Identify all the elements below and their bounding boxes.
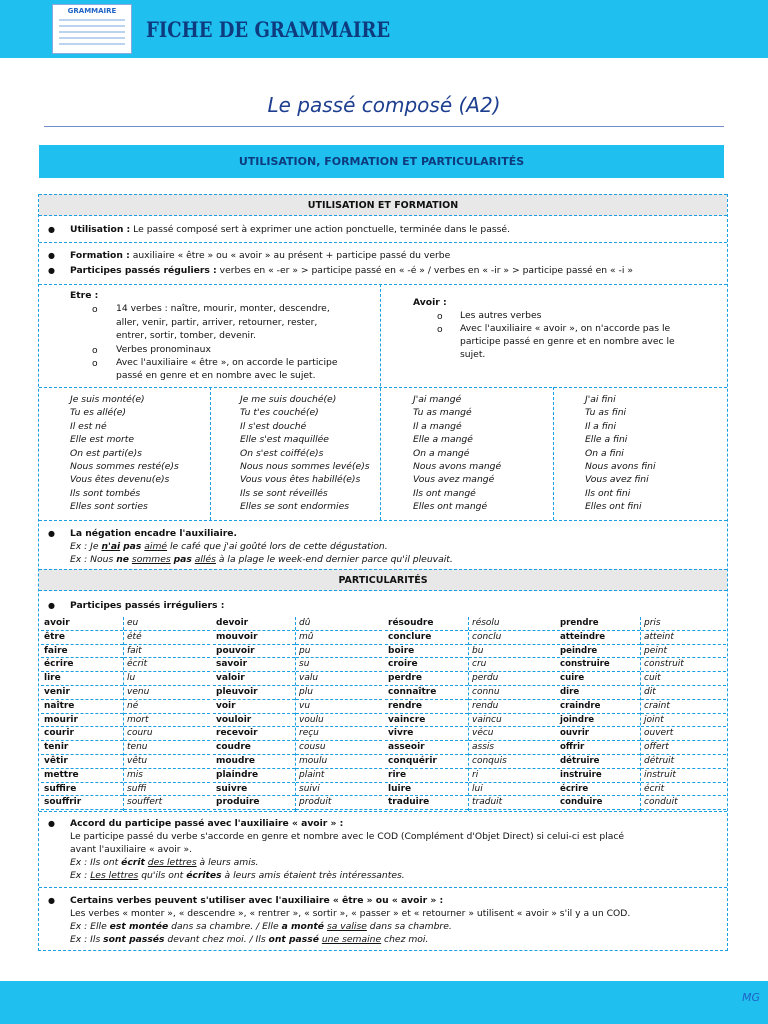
formation-text: auxiliaire « être » ou « avoir » au présent + participe passé du verbe bbox=[129, 250, 451, 261]
participle-cell: pu bbox=[296, 645, 382, 659]
conjugation-line: Ils ont fini bbox=[585, 487, 631, 499]
infinitive-cell: boire bbox=[385, 645, 468, 659]
participle-cell: conduit bbox=[641, 796, 726, 810]
avoir-heading: Avoir : bbox=[413, 297, 447, 308]
infinitive-column bbox=[213, 617, 295, 810]
participle-cell: valu bbox=[296, 672, 382, 686]
conjugation-line: Tu t'es couché(e) bbox=[240, 407, 319, 419]
etre-item: aller, venir, partir, arriver, retourner, rester, bbox=[116, 317, 318, 328]
conjugation-line: Elle s'est maquillée bbox=[240, 434, 329, 446]
conjugation-line: Elles ont fini bbox=[585, 501, 642, 513]
infinitive-cell: rire bbox=[385, 769, 468, 783]
infinitive-cell: offrir bbox=[557, 741, 640, 755]
conjugation-line: Elle a fini bbox=[585, 434, 628, 446]
infinitive-cell: vouloir bbox=[213, 714, 295, 728]
divider bbox=[39, 387, 727, 388]
section-heading-particularites: PARTICULARITÉS bbox=[39, 569, 727, 591]
accord-title: Accord du participe passé avec l'auxiliaire « avoir » : bbox=[70, 818, 344, 829]
text-part: est montée bbox=[109, 921, 169, 932]
irreguliers-label: Participes passés irréguliers : bbox=[70, 600, 225, 611]
participle-cell: été bbox=[124, 631, 210, 645]
text-part: le café que j'ai goûté lors de cette dégustation. bbox=[167, 541, 388, 552]
infinitive-cell: perdre bbox=[385, 672, 468, 686]
bullet-icon: ● bbox=[48, 225, 55, 234]
participle-cell: mort bbox=[124, 714, 210, 728]
reguliers-label: Participes passés réguliers : bbox=[70, 265, 217, 276]
conjugation-line: Nous nous sommes levé(e)s bbox=[240, 461, 370, 473]
infinitive-cell: mourir bbox=[41, 714, 123, 728]
participle-cell: pris bbox=[641, 617, 726, 631]
infinitive-cell: recevoir bbox=[213, 727, 295, 741]
divider bbox=[39, 887, 727, 888]
participle-cell: mis bbox=[124, 769, 210, 783]
infinitive-column bbox=[557, 617, 640, 810]
logo-line bbox=[59, 19, 125, 21]
participle-cell: résolu bbox=[469, 617, 555, 631]
logo-line bbox=[59, 31, 125, 33]
infinitive-cell: devoir bbox=[213, 617, 295, 631]
infinitive-cell: produire bbox=[213, 796, 295, 810]
text-part: sa valise bbox=[326, 921, 367, 932]
footer-bar bbox=[0, 981, 768, 1024]
both-text: Les verbes « monter », « descendre », « rentrer », « sortir », « passer » et « retourner » utilisent « avoir » s'il y a un COD. bbox=[70, 908, 631, 919]
section-band-title: UTILISATION, FORMATION ET PARTICULARITÉS bbox=[39, 145, 724, 178]
text-part: pas bbox=[123, 541, 142, 552]
conjugation-line: Elles sont sorties bbox=[70, 501, 148, 513]
participle-cell: eu bbox=[124, 617, 210, 631]
infinitive-cell: pleuvoir bbox=[213, 686, 295, 700]
participle-cell: conclu bbox=[469, 631, 555, 645]
participle-cell: construit bbox=[641, 658, 726, 672]
participle-cell: rendu bbox=[469, 700, 555, 714]
infinitive-cell: coudre bbox=[213, 741, 295, 755]
participle-cell: traduit bbox=[469, 796, 555, 810]
text-part: ne bbox=[116, 554, 129, 565]
participle-cell: écrit bbox=[641, 783, 726, 797]
infinitive-cell: instruire bbox=[557, 769, 640, 783]
circle-bullet-icon: o bbox=[92, 358, 98, 369]
both-example bbox=[70, 934, 428, 946]
infinitive-cell: vaincre bbox=[385, 714, 468, 728]
participle-cell: voulu bbox=[296, 714, 382, 728]
bullet-icon: ● bbox=[48, 601, 55, 610]
infinitive-cell: voir bbox=[213, 700, 295, 714]
avoir-item: Avec l'auxiliaire « avoir », on n'accorde pas le bbox=[460, 323, 671, 334]
participle-cell: écrit bbox=[124, 658, 210, 672]
avoir-item: Les autres verbes bbox=[460, 310, 542, 321]
conjugation-column bbox=[413, 393, 501, 514]
text-part: ont passé bbox=[268, 934, 319, 945]
etre-item: entrer, sortir, tomber, devenir. bbox=[116, 330, 256, 341]
participle-cell: vu bbox=[296, 700, 382, 714]
infinitive-column bbox=[385, 617, 468, 810]
text-part: devant chez moi. / Ils bbox=[164, 934, 269, 945]
participle-cell: assis bbox=[469, 741, 555, 755]
participle-cell: peint bbox=[641, 645, 726, 659]
infinitive-column bbox=[41, 617, 123, 810]
negation-example bbox=[70, 554, 453, 566]
column-divider bbox=[210, 387, 211, 520]
conjugation-line: Vous vous êtes habillé(e)s bbox=[240, 474, 361, 486]
conjugation-line: Elles ont mangé bbox=[413, 501, 488, 513]
both-example bbox=[70, 921, 452, 933]
conjugation-line: J'ai fini bbox=[585, 394, 616, 405]
accord-text: Le participe passé du verbe s'accorde en genre et nombre avec le COD (Complément d'Objet Direct) si celui-ci est placé bbox=[70, 831, 625, 842]
divider bbox=[39, 284, 727, 285]
conjugation-line: J'ai mangé bbox=[413, 394, 462, 405]
participle-cell: vécu bbox=[469, 727, 555, 741]
conjugation-line: Nous sommes resté(e)s bbox=[70, 461, 179, 473]
participle-cell: atteint bbox=[641, 631, 726, 645]
infinitive-cell: conquérir bbox=[385, 755, 468, 769]
infinitive-cell: mouvoir bbox=[213, 631, 295, 645]
infinitive-cell: cuire bbox=[557, 672, 640, 686]
participle-cell: fait bbox=[124, 645, 210, 659]
participle-cell: cousu bbox=[296, 741, 382, 755]
infinitive-cell: connaître bbox=[385, 686, 468, 700]
conjugation-line: Elle a mangé bbox=[413, 434, 473, 446]
participle-cell: craint bbox=[641, 700, 726, 714]
accord-example bbox=[70, 857, 258, 869]
conjugation-line: Tu es allé(e) bbox=[70, 407, 126, 419]
participle-column bbox=[641, 617, 726, 810]
text-part: dans sa chambre. bbox=[366, 921, 452, 932]
column-divider bbox=[380, 284, 381, 520]
infinitive-cell: vêtir bbox=[41, 755, 123, 769]
bullet-icon: ● bbox=[48, 896, 55, 905]
infinitive-cell: savoir bbox=[213, 658, 295, 672]
text-part: à la plage le week-end dernier parce qu'il pleuvait. bbox=[215, 554, 453, 565]
participle-cell: moulu bbox=[296, 755, 382, 769]
conjugation-line: Ils sont tombés bbox=[70, 487, 141, 499]
infinitive-cell: souffrir bbox=[41, 796, 123, 810]
text-part: à leurs amis. bbox=[196, 857, 259, 868]
text-part: Ex : bbox=[70, 870, 91, 881]
conjugation-line: Il s'est douché bbox=[240, 420, 307, 432]
conjugation-line: Elle est morte bbox=[70, 434, 135, 446]
header-bar bbox=[0, 0, 768, 58]
infinitive-cell: avoir bbox=[41, 617, 123, 631]
infinitive-cell: suivre bbox=[213, 783, 295, 797]
text-part: à leurs amis étaient très intéressantes. bbox=[221, 870, 405, 881]
conjugation-column bbox=[585, 393, 656, 514]
divider bbox=[39, 811, 727, 812]
infinitive-cell: peindre bbox=[557, 645, 640, 659]
infinitive-cell: pouvoir bbox=[213, 645, 295, 659]
conjugation-line: Nous avons mangé bbox=[413, 461, 502, 473]
infinitive-cell: naître bbox=[41, 700, 123, 714]
etre-heading: Etre : bbox=[70, 290, 99, 301]
infinitive-cell: craindre bbox=[557, 700, 640, 714]
infinitive-cell: suffire bbox=[41, 783, 123, 797]
participle-cell: plaint bbox=[296, 769, 382, 783]
text-part: Ex : Nous bbox=[70, 554, 117, 565]
both-title: Certains verbes peuvent s'utiliser avec l'auxiliaire « être » ou « avoir » : bbox=[70, 895, 444, 906]
infinitive-cell: moudre bbox=[213, 755, 295, 769]
etre-item: 14 verbes : naître, mourir, monter, descendre, bbox=[116, 303, 330, 314]
reguliers-line bbox=[70, 265, 633, 277]
conjugation-line: Je me suis douché(e) bbox=[240, 394, 337, 405]
logo bbox=[52, 4, 132, 54]
utilisation-text: Le passé composé sert à exprimer une action ponctuelle, terminée dans le passé. bbox=[130, 224, 510, 235]
infinitive-cell: être bbox=[41, 631, 123, 645]
conjugation-column bbox=[240, 393, 370, 514]
participle-cell: offert bbox=[641, 741, 726, 755]
conjugation-column bbox=[70, 393, 179, 514]
conjugation-line: On s'est coiffé(e)s bbox=[240, 447, 324, 459]
participle-cell: suivi bbox=[296, 783, 382, 797]
utilisation-label: Utilisation : bbox=[70, 224, 131, 235]
infinitive-cell: venir bbox=[41, 686, 123, 700]
avoir-item: participe passé en genre et en nombre avec le bbox=[460, 336, 675, 347]
conjugation-line: Nous avons fini bbox=[585, 461, 656, 473]
conjugation-line: Il a mangé bbox=[413, 420, 462, 432]
infinitive-cell: luire bbox=[385, 783, 468, 797]
page-title: FICHE DE GRAMMAIRE bbox=[146, 17, 391, 42]
infinitive-cell: valoir bbox=[213, 672, 295, 686]
negation-example bbox=[70, 541, 388, 553]
participle-cell: dit bbox=[641, 686, 726, 700]
conjugation-line: On a mangé bbox=[413, 447, 470, 459]
participle-cell: reçu bbox=[296, 727, 382, 741]
conjugation-line: Tu as fini bbox=[585, 407, 627, 419]
participle-cell: venu bbox=[124, 686, 210, 700]
negation-title: La négation encadre l'auxiliaire. bbox=[70, 528, 238, 539]
bullet-icon: ● bbox=[48, 819, 55, 828]
infinitive-cell: joindre bbox=[557, 714, 640, 728]
infinitive-cell: courir bbox=[41, 727, 123, 741]
participle-cell: ri bbox=[469, 769, 555, 783]
etre-item: Avec l'auxiliaire « être », on accorde le participe bbox=[116, 357, 338, 368]
subtitle: Le passé composé (A2) bbox=[267, 93, 501, 117]
formation-label: Formation : bbox=[70, 250, 130, 261]
participle-cell: connu bbox=[469, 686, 555, 700]
participle-cell: souffert bbox=[124, 796, 210, 810]
participle-cell: vêtu bbox=[124, 755, 210, 769]
reguliers-text: verbes en « -er » > participe passé en « -é » / verbes en « -ir » > participe passé en « -i » bbox=[216, 265, 633, 276]
participle-cell: lui bbox=[469, 783, 555, 797]
conjugation-line: Elles se sont endormies bbox=[240, 501, 350, 513]
participle-cell: couru bbox=[124, 727, 210, 741]
participle-column bbox=[124, 617, 210, 810]
text-part: allés bbox=[194, 554, 216, 565]
infinitive-cell: asseoir bbox=[385, 741, 468, 755]
text-part: chez moi. bbox=[381, 934, 429, 945]
text-part: Ex : Je bbox=[70, 541, 102, 552]
circle-bullet-icon: o bbox=[437, 324, 443, 335]
participle-cell: détruit bbox=[641, 755, 726, 769]
participle-column bbox=[469, 617, 555, 810]
infinitive-cell: mettre bbox=[41, 769, 123, 783]
infinitive-cell: vivre bbox=[385, 727, 468, 741]
text-part: dans sa chambre. / Elle bbox=[168, 921, 282, 932]
column-divider bbox=[553, 387, 554, 520]
participle-cell: cuit bbox=[641, 672, 726, 686]
infinitive-cell: résoudre bbox=[385, 617, 468, 631]
infinitive-cell: conduire bbox=[557, 796, 640, 810]
conjugation-line: Ils se sont réveillés bbox=[240, 487, 328, 499]
participle-cell: produit bbox=[296, 796, 382, 810]
infinitive-cell: traduire bbox=[385, 796, 468, 810]
participle-cell: lu bbox=[124, 672, 210, 686]
infinitive-cell: détruire bbox=[557, 755, 640, 769]
participle-column bbox=[296, 617, 382, 810]
circle-bullet-icon: o bbox=[437, 311, 443, 322]
participle-cell: bu bbox=[469, 645, 555, 659]
text-part: a monté bbox=[281, 921, 325, 932]
participle-cell: vaincu bbox=[469, 714, 555, 728]
infinitive-cell: lire bbox=[41, 672, 123, 686]
conjugation-line: Tu as mangé bbox=[413, 407, 472, 419]
participle-cell: ouvert bbox=[641, 727, 726, 741]
participle-cell: conquis bbox=[469, 755, 555, 769]
participle-cell: suffi bbox=[124, 783, 210, 797]
text-part: Ex : Ils bbox=[70, 934, 104, 945]
text-part: écrit bbox=[121, 857, 145, 868]
text-part: sont passés bbox=[103, 934, 165, 945]
infinitive-cell: dire bbox=[557, 686, 640, 700]
avoir-item: sujet. bbox=[460, 349, 486, 360]
infinitive-cell: rendre bbox=[385, 700, 468, 714]
text-part: une semaine bbox=[321, 934, 382, 945]
participle-cell: plu bbox=[296, 686, 382, 700]
logo-line bbox=[59, 25, 125, 27]
participle-cell: cru bbox=[469, 658, 555, 672]
text-part: sommes bbox=[131, 554, 171, 565]
logo-text: GRAMMAIRE bbox=[67, 7, 117, 15]
text-part: aimé bbox=[144, 541, 168, 552]
text-part: Ex : Ils ont bbox=[70, 857, 122, 868]
infinitive-cell: écrire bbox=[557, 783, 640, 797]
conjugation-line: On a fini bbox=[585, 447, 624, 459]
conjugation-line: Ils ont mangé bbox=[413, 487, 476, 499]
infinitive-cell: faire bbox=[41, 645, 123, 659]
utilisation-line bbox=[70, 224, 510, 236]
bullet-icon: ● bbox=[48, 266, 55, 275]
infinitive-cell: écrire bbox=[41, 658, 123, 672]
circle-bullet-icon: o bbox=[92, 304, 98, 315]
infinitive-cell: ouvrir bbox=[557, 727, 640, 741]
divider bbox=[39, 242, 727, 243]
participle-cell: né bbox=[124, 700, 210, 714]
conjugation-line: Je suis monté(e) bbox=[70, 394, 145, 405]
text-part: des lettres bbox=[147, 857, 197, 868]
bullet-icon: ● bbox=[48, 251, 55, 260]
conjugation-line: Vous avez mangé bbox=[413, 474, 495, 486]
section-heading-utilisation: UTILISATION ET FORMATION bbox=[39, 194, 727, 216]
etre-item: Verbes pronominaux bbox=[116, 344, 211, 355]
conjugation-line: Il a fini bbox=[585, 420, 617, 432]
logo-line bbox=[59, 37, 125, 39]
accord-text: avant l'auxiliaire « avoir ». bbox=[70, 844, 193, 855]
infinitive-cell: plaindre bbox=[213, 769, 295, 783]
accord-example bbox=[70, 870, 405, 882]
infinitive-cell: prendre bbox=[557, 617, 640, 631]
text-part: écrites bbox=[186, 870, 222, 881]
infinitive-cell: atteindre bbox=[557, 631, 640, 645]
text-part: Les lettres bbox=[90, 870, 139, 881]
formation-line bbox=[70, 250, 450, 262]
footer-initials: MG bbox=[741, 991, 760, 1004]
text-part: qu'ils ont bbox=[138, 870, 187, 881]
conjugation-line: On est parti(e)s bbox=[70, 447, 142, 459]
logo-line bbox=[59, 43, 125, 45]
participle-cell: instruit bbox=[641, 769, 726, 783]
infinitive-cell: tenir bbox=[41, 741, 123, 755]
conjugation-line: Vous êtes devenu(e)s bbox=[70, 474, 170, 486]
etre-item: passé en genre et en nombre avec le sujet. bbox=[116, 370, 316, 381]
divider bbox=[39, 520, 727, 521]
infinitive-cell: conclure bbox=[385, 631, 468, 645]
participle-cell: perdu bbox=[469, 672, 555, 686]
text-part: Ex : Elle bbox=[70, 921, 110, 932]
infinitive-cell: construire bbox=[557, 658, 640, 672]
participle-cell: su bbox=[296, 658, 382, 672]
participle-cell: tenu bbox=[124, 741, 210, 755]
conjugation-line: Il est né bbox=[70, 420, 107, 432]
participle-cell: joint bbox=[641, 714, 726, 728]
participle-cell: mû bbox=[296, 631, 382, 645]
circle-bullet-icon: o bbox=[92, 345, 98, 356]
subtitle-underline bbox=[44, 126, 724, 127]
infinitive-cell: croire bbox=[385, 658, 468, 672]
text-part: n'ai bbox=[101, 541, 121, 552]
participle-cell: dû bbox=[296, 617, 382, 631]
text-part: pas bbox=[173, 554, 192, 565]
bullet-icon: ● bbox=[48, 529, 55, 538]
conjugation-line: Vous avez fini bbox=[585, 474, 649, 486]
